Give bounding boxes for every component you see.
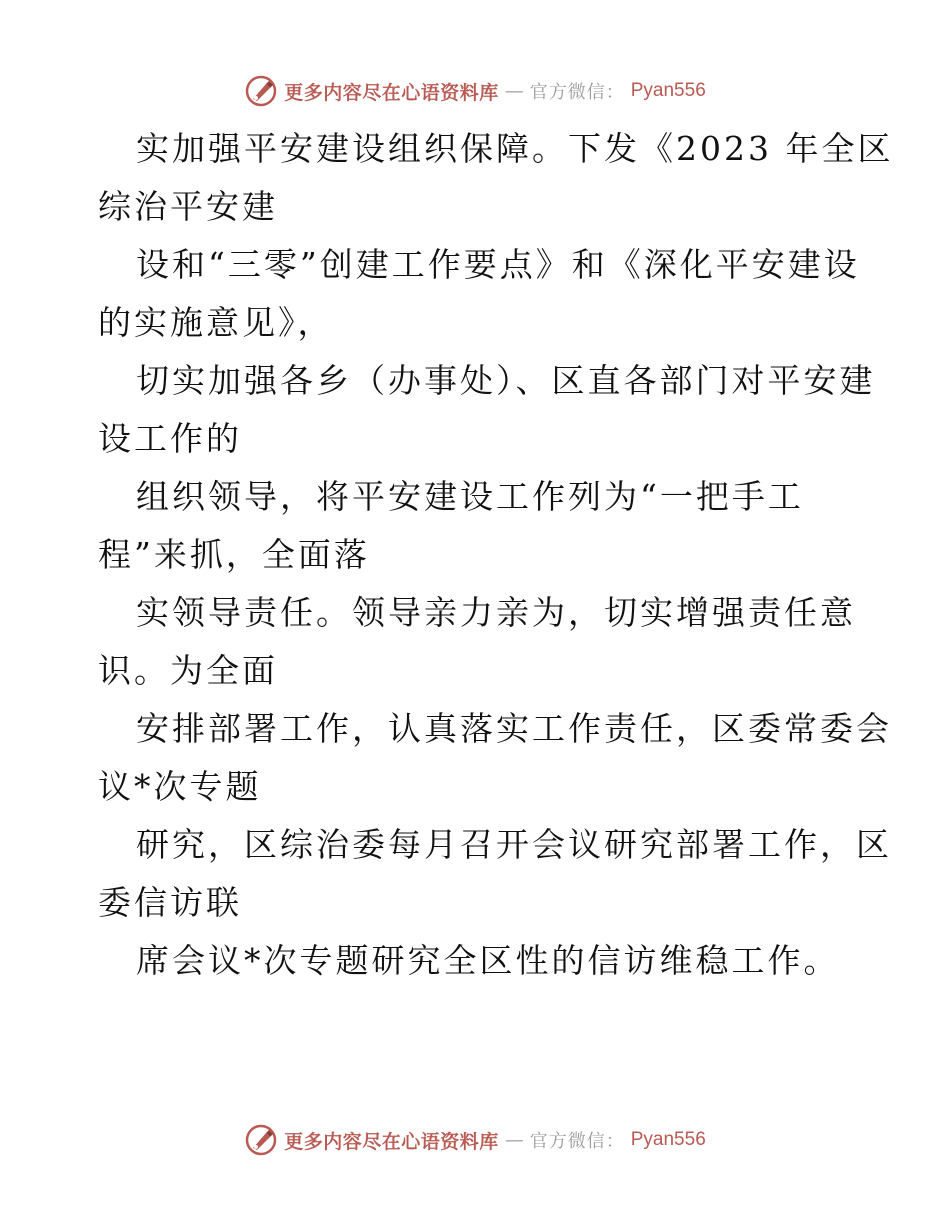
pen-logo-icon xyxy=(244,74,278,108)
paragraph-continuation: 设工作的 xyxy=(98,419,242,458)
paragraph-first-line: 安排部署工作，认真落实工作责任，区委常委会 xyxy=(136,709,892,748)
paragraph-first-line: 实加强平安建设组织保障。下发《2023 年全区 xyxy=(136,129,894,168)
paragraph xyxy=(98,236,868,352)
paragraph-continuation: 程”来抓，全面落 xyxy=(98,535,370,574)
watermark-label: 官方微信： xyxy=(529,82,625,103)
watermark-brand-text: 更多内容尽在心语资料库 xyxy=(284,81,499,104)
paragraph-continuation: 综治平安建 xyxy=(98,187,278,226)
paragraph xyxy=(98,932,868,990)
watermark-separator: — xyxy=(504,80,524,102)
paragraph xyxy=(98,120,894,236)
document-body xyxy=(98,120,894,990)
paragraph xyxy=(98,700,892,816)
paragraph-first-line: 切实加强各乡（办事处）、区直各部门对平安建 xyxy=(136,361,876,400)
paragraph-first-line: 实领导责任。领导亲力亲为，切实增强责任意 xyxy=(136,593,856,632)
paragraph xyxy=(98,816,892,932)
watermark-label: 官方微信： xyxy=(529,1131,625,1152)
watermark-wechat-id: Pyan556 xyxy=(630,80,706,101)
pen-logo-icon xyxy=(244,1123,278,1157)
paragraph-first-line: 组织领导，将平安建设工作列为“一把手工 xyxy=(136,477,804,516)
watermark-brand-text: 更多内容尽在心语资料库 xyxy=(284,1130,499,1153)
paragraph-first-line: 研究，区综治委每月召开会议研究部署工作，区 xyxy=(136,825,892,864)
paragraph xyxy=(98,352,876,468)
paragraph-continuation: 委信访联 xyxy=(98,883,242,922)
footer-watermark xyxy=(0,1120,950,1160)
paragraph-continuation: 的实施意见》， xyxy=(98,303,334,342)
paragraph-continuation: 识。为全面 xyxy=(98,651,278,690)
header-watermark xyxy=(0,71,950,111)
watermark-wechat-id: Pyan556 xyxy=(630,1129,706,1150)
paragraph xyxy=(98,468,868,584)
paragraph-continuation: 议*次专题 xyxy=(98,767,262,806)
paragraph-first-line: 席会议*次专题研究全区性的信访维稳工作。 xyxy=(136,941,840,980)
watermark-separator: — xyxy=(504,1129,524,1151)
paragraph xyxy=(98,584,868,700)
paragraph-first-line: 设和“三零”创建工作要点》和《深化平安建设 xyxy=(136,245,860,284)
